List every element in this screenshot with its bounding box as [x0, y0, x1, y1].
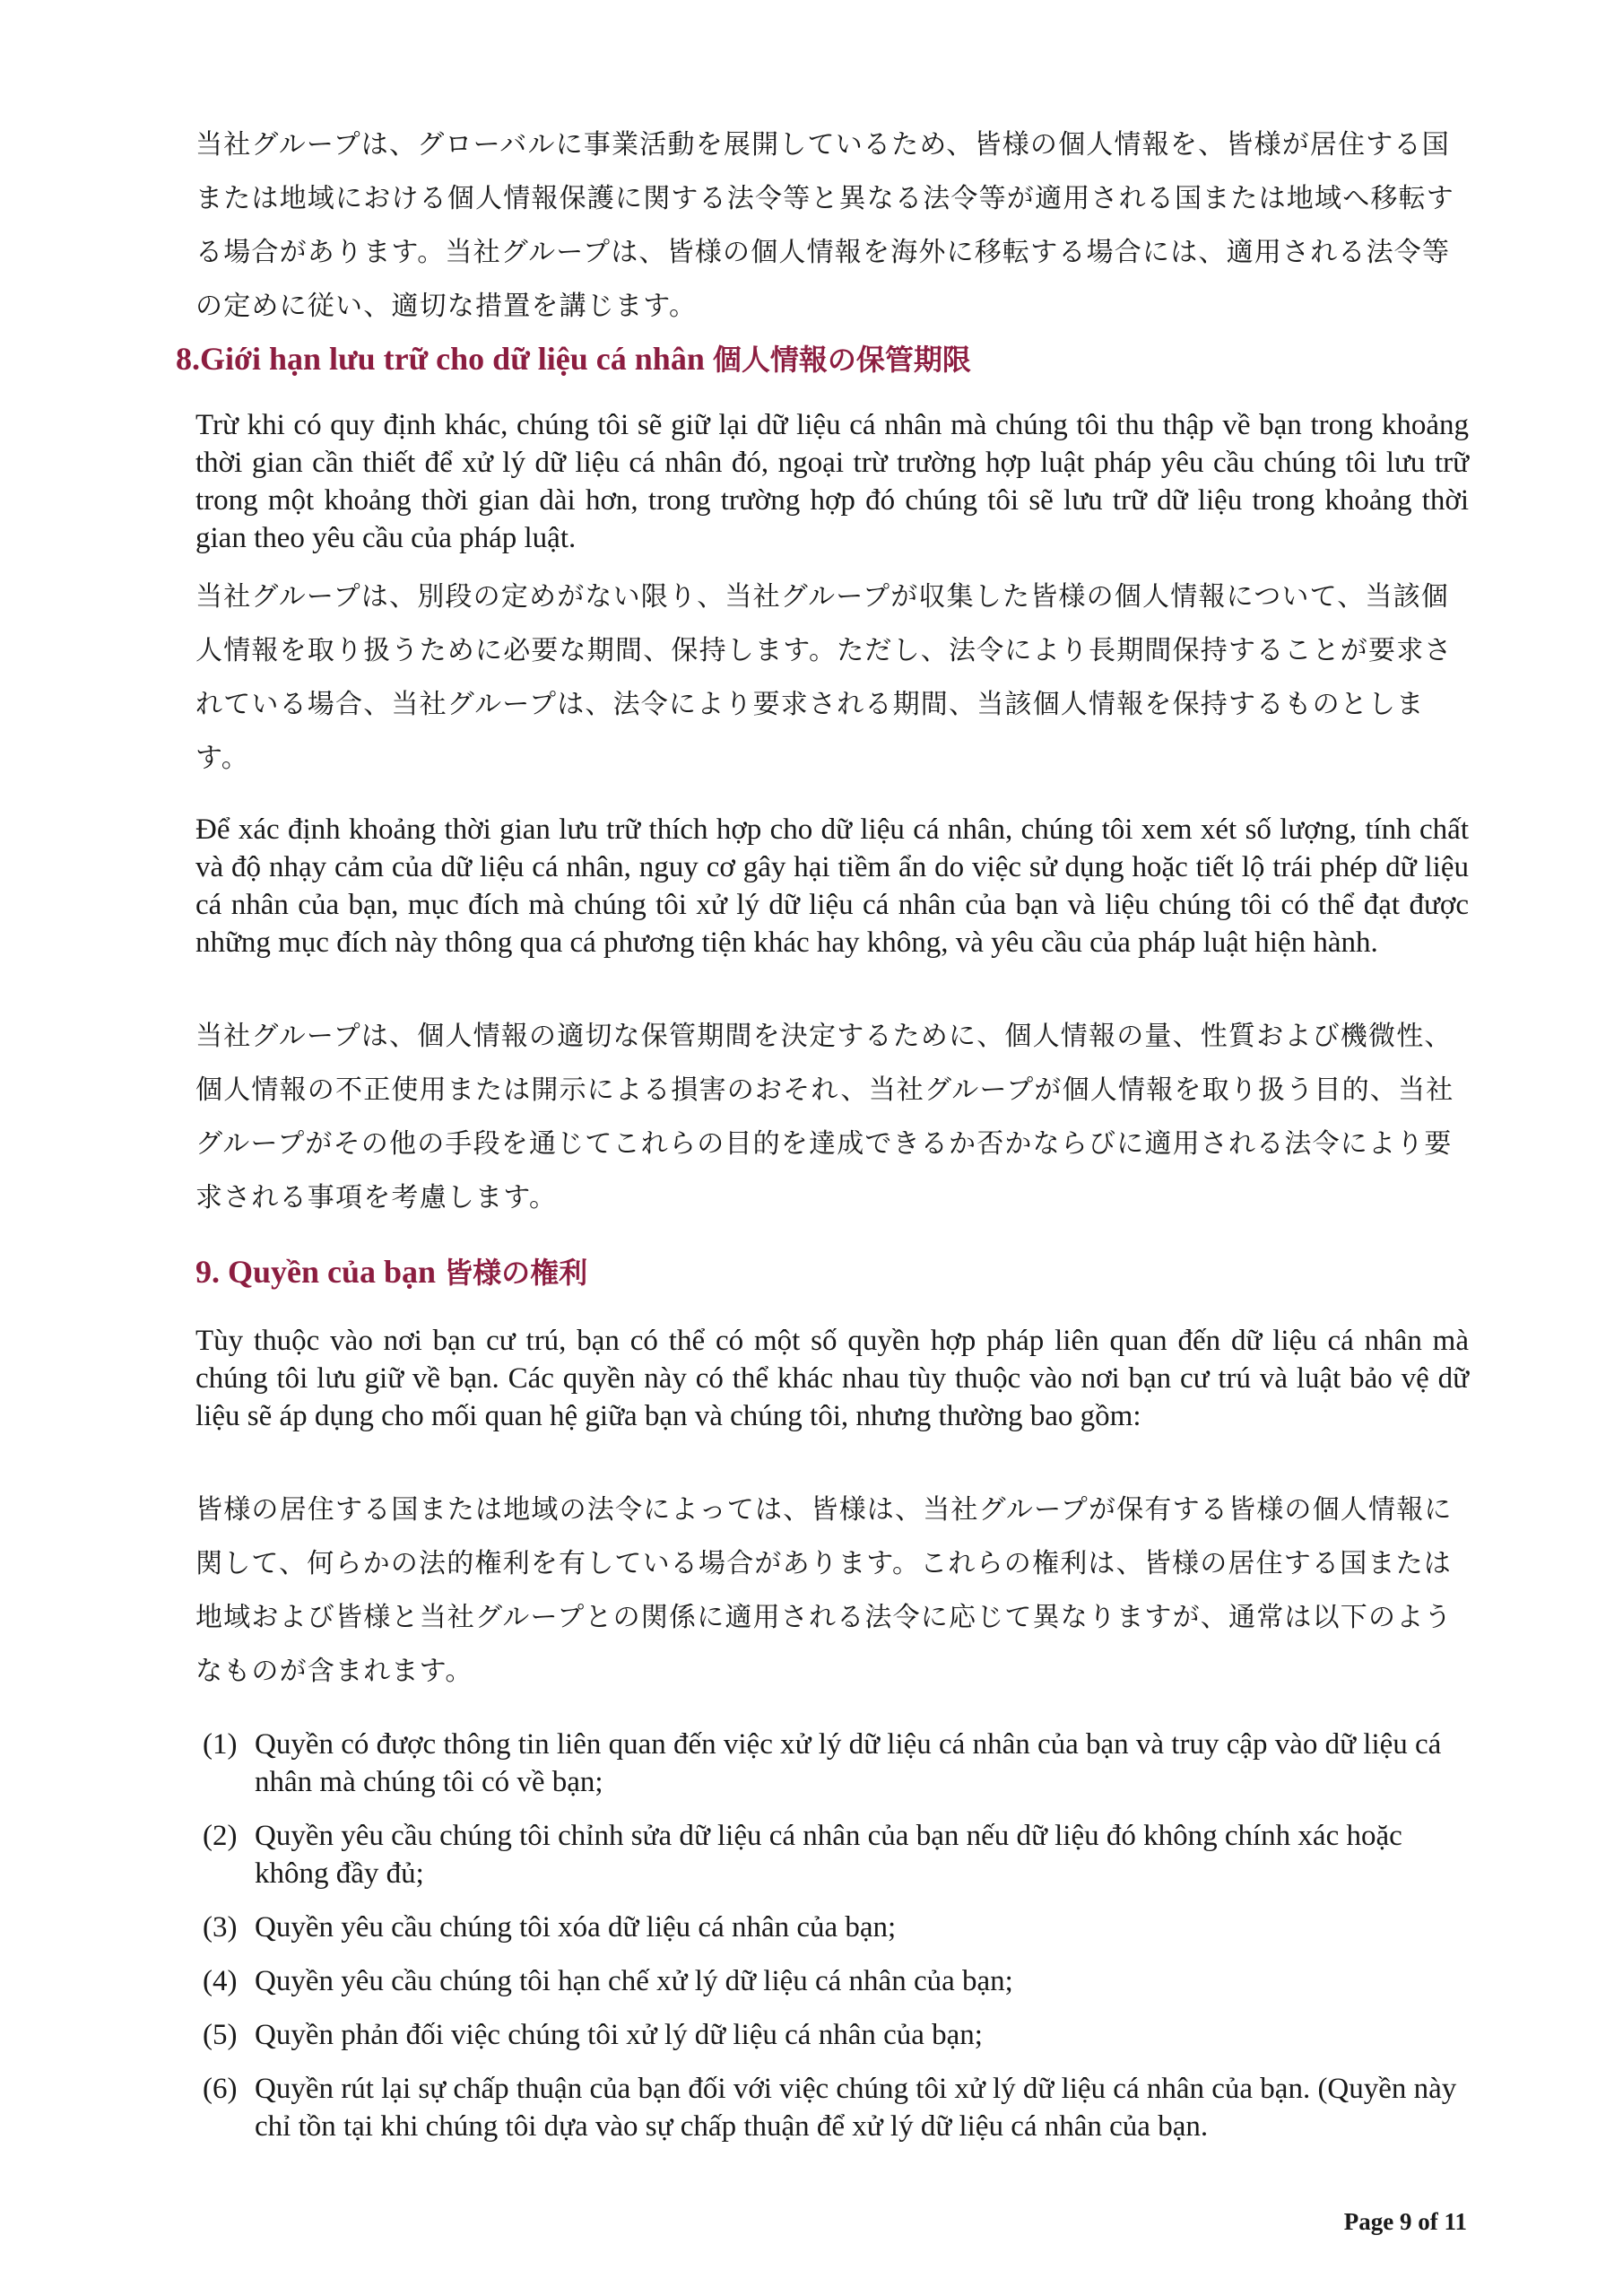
rights-list-item	[203, 1817, 1476, 1892]
list-item-number: (3)	[203, 1911, 238, 1944]
list-item-number: (4)	[203, 1965, 238, 1997]
section-8-paragraph-1-jp: 当社グループは、別段の定めがない限り、当社グループが収集した皆様の個人情報について、当該個人情報を取り扱うために必要な期間、保持します。ただし、法令により長期間保持することが要求されている場合、当社グループは、法令により要求される期間、当該個人情報を保持するものとします。	[195, 581, 1453, 774]
rights-list-item	[203, 1962, 1476, 2000]
list-item-text: Quyền yêu cầu chúng tôi hạn chế xử lý dữ liệu cá nhân của bạn;	[255, 1965, 1013, 1997]
page-footer	[1344, 2208, 1467, 2236]
section-9-paragraph-1-jp: 皆様の居住する国または地域の法令によっては、皆様は、当社グループが保有する皆様の個人情報に関して、何らかの法的権利を有している場合があります。これらの権利は、皆様の居住する国または地域および皆様と当社グループとの関係に適用される法令に応じて異なりますが、通常は以下のようなものが含まれます。	[195, 1494, 1453, 1687]
list-item-number: (1)	[203, 1728, 238, 1761]
page-number: 9	[1399, 2208, 1412, 2235]
list-item-text: Quyền phản đối việc chúng tôi xử lý dữ liệu cá nhân của bạn;	[255, 2019, 983, 2051]
rights-list-item	[203, 1909, 1476, 1946]
total-pages: 11	[1444, 2208, 1467, 2235]
section-8-paragraph-2-vi: Để xác định khoảng thời gian lưu trữ thích hợp cho dữ liệu cá nhân, chúng tôi xem xét số lượng, tính chất và độ nhạy cảm của dữ liệu cá nhân, nguy cơ gây hại tiềm ẩn do việc sử dụng hoặc tiết lộ trái phép dữ liệu cá nhân của bạn, mục đích mà chúng tôi xử lý dữ liệu cá nhân của bạn và liệu chúng tôi có thể đạt được những mục đích này thông qua cá phương tiện khác hay không, và yêu cầu của pháp luật hiện hành.	[195, 813, 1469, 959]
section-8-paragraph-2-jp: 当社グループは、個人情報の適切な保管期間を決定するために、個人情報の量、性質および機微性、個人情報の不正使用または開示による損害のおそれ、当社グループが個人情報を取り扱う目的、当社グループがその他の手段を通じてこれらの目的を達成できるか否かならびに適用される法令により要求される事項を考慮します。	[195, 1021, 1454, 1213]
section-8-title-jp: 個人情報の保管期限	[712, 343, 971, 377]
rights-list-item	[203, 2070, 1476, 2145]
intro-paragraph-jp: 当社グループは、グローバルに事業活動を展開しているため、皆様の個人情報を、皆様が居住する国または地域における個人情報保護に関する法令等と異なる法令等が適用される国または地域へ移転する場合があります。当社グループは、皆様の個人情報を海外に移転する場合には、適用される法令等の定めに従い、適切な措置を講じます。	[195, 129, 1454, 322]
list-item-text: Quyền có được thông tin liên quan đến việc xử lý dữ liệu cá nhân của bạn và truy cập vào dữ liệu cá nhân mà chúng tôi có về bạn;	[255, 1728, 1442, 1798]
page-label: Page	[1343, 2208, 1394, 2235]
section-9-heading	[195, 1252, 587, 1292]
rights-list-item	[203, 2016, 1476, 2054]
section-8-number: 8.	[176, 341, 200, 377]
section-8-paragraph-1-vi: Trừ khi có quy định khác, chúng tôi sẽ giữ lại dữ liệu cá nhân mà chúng tôi thu thập về bạn trong khoảng thời gian cần thiết để xử lý dữ liệu cá nhân đó, ngoại trừ trường hợp luật pháp yêu cầu chúng tôi lưu trữ trong một khoảng thời gian dài hơn, trong trường hợp đó chúng tôi sẽ lưu trữ dữ liệu trong khoảng thời gian theo yêu cầu của pháp luật.	[195, 409, 1469, 554]
list-item-number: (6)	[203, 2073, 238, 2105]
rights-list-item	[203, 1726, 1476, 1801]
section-9-title-jp: 皆様の権利	[444, 1256, 588, 1290]
section-9-number: 9.	[195, 1254, 220, 1290]
list-item-text: Quyền yêu cầu chúng tôi chỉnh sửa dữ liệu cá nhân của bạn nếu dữ liệu đó không chính xác hoặc không đầy đủ;	[255, 1820, 1402, 1890]
section-8-heading	[176, 339, 971, 379]
list-item-text: Quyền rút lại sự chấp thuận của bạn đối với việc chúng tôi xử lý dữ liệu cá nhân của bạn. (Quyền này chỉ tồn tại khi chúng tôi dựa vào sự chấp thuận để xử lý dữ liệu cá nhân của bạn.	[255, 2073, 1457, 2143]
section-8-title-vi: Giới hạn lưu trữ cho dữ liệu cá nhân	[200, 341, 705, 377]
section-9-paragraph-1-vi: Tùy thuộc vào nơi bạn cư trú, bạn có thể có một số quyền hợp pháp liên quan đến dữ liệu cá nhân mà chúng tôi lưu giữ về bạn. Các quyền này có thể khác nhau tùy thuộc vào nơi bạn cư trú và luật bảo vệ dữ liệu sẽ áp dụng cho mối quan hệ giữa bạn và chúng tôi, nhưng thường bao gồm:	[195, 1325, 1469, 1432]
list-item-number: (2)	[203, 1820, 238, 1852]
list-item-text: Quyền yêu cầu chúng tôi xóa dữ liệu cá nhân của bạn;	[255, 1911, 897, 1944]
section-9-title-vi: Quyền của bạn	[228, 1254, 437, 1290]
of-label: of	[1418, 2208, 1438, 2235]
list-item-number: (5)	[203, 2019, 238, 2051]
